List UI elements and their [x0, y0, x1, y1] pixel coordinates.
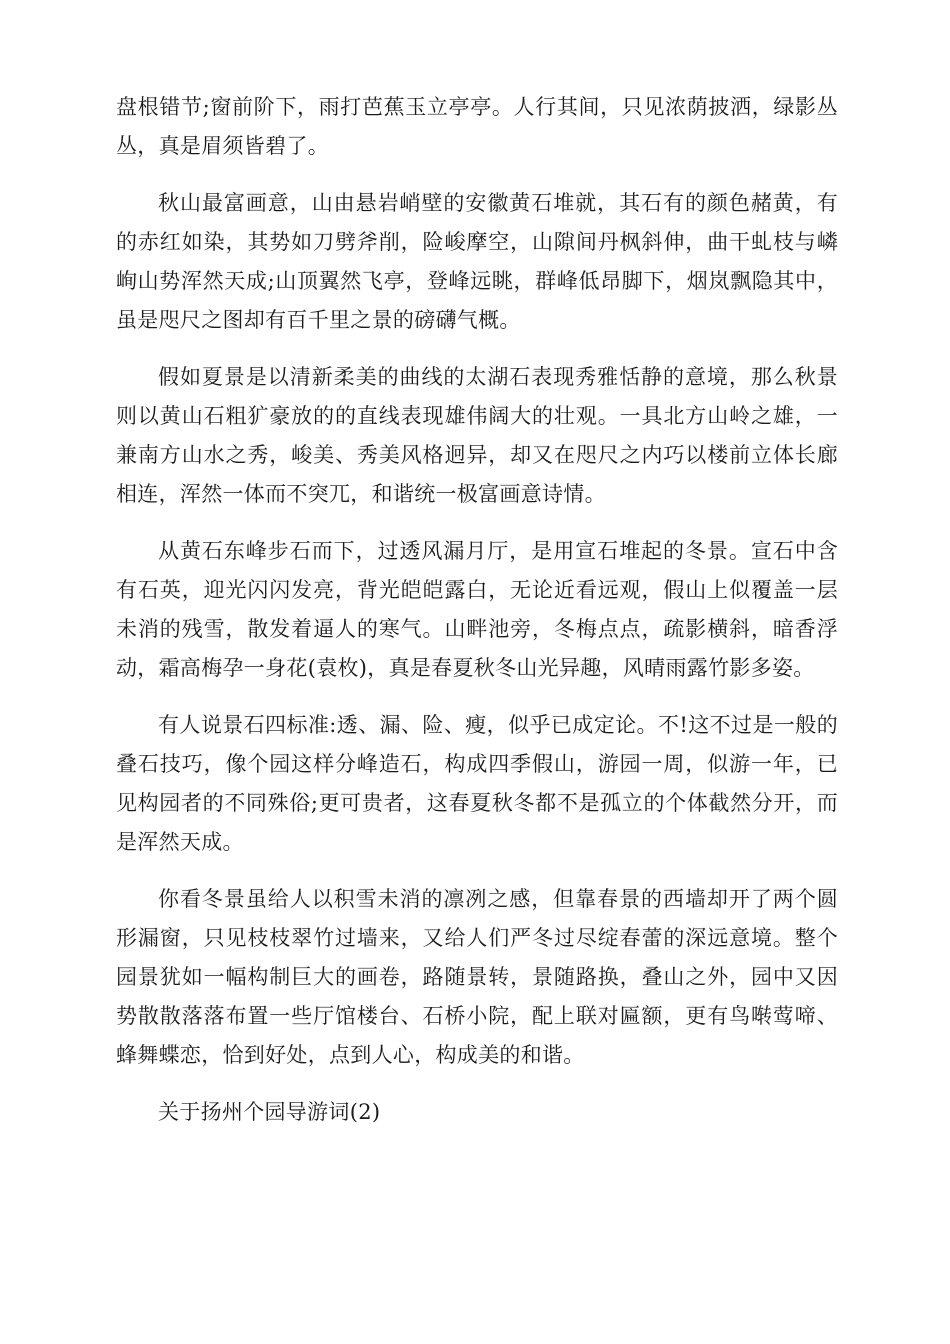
section-heading-part-2: 关于扬州个园导游词(2): [158, 1100, 381, 1124]
paragraph-winter-scene: 从黄石东峰步石而下，过透风漏月厅，是用宣石堆起的冬景。宣石中含有石英，迎光闪闪发亮，背光皑皑露白，无论近看远观，假山上似覆盖一层未消的残雪，散发着逼人的寒气。山畔池旁，冬梅点点，疏影横斜，暗香浮动，霜高梅孕一身花(袁枚)，真是春夏秋冬山光异趣，风晴雨露竹影多姿。: [116, 539, 838, 680]
paragraph-autumn-hill: 秋山最富画意，山由悬岩峭壁的安徽黄石堆就，其石有的颜色赭黄，有的赤红如染，其势如刀劈斧削，险峻摩空，山隙间丹枫斜伸，曲干虬枝与嶙峋山势浑然天成;山顶翼然飞亭，登峰远眺，群峰低昂脚下，烟岚飘隐其中，虽是咫尺之图却有百千里之景的磅礴气概。: [116, 191, 838, 332]
paragraph-summer-ending: 盘根错节;窗前阶下，雨打芭蕉玉立亭亭。人行其间，只见浓荫披洒，绿影丛丛，真是眉须皆碧了。: [116, 95, 838, 158]
document-body: [116, 88, 838, 1150]
paragraph-harmony: 你看冬景虽给人以积雪未消的凛冽之感，但靠春景的西墙却开了两个圆形漏窗，只见枝枝翠竹过墙来，又给人们严冬过尽绽春蕾的深远意境。整个园景犹如一幅构制巨大的画卷，路随景转，景随路换，叠山之外，园中又因势散散落落布置一些厅馆楼台、石桥小院，配上联对匾额，更有鸟啭莺啼、蜂舞蝶恋，恰到好处，点到人心，构成美的和谐。: [116, 887, 838, 1067]
paragraph-summer-autumn-contrast: 假如夏景是以清新柔美的曲线的太湖石表现秀雅恬静的意境，那么秋景则以黄山石粗犷豪放的的直线表现雄伟阔大的壮观。一具北方山岭之雄，一兼南方山水之秀，峻美、秀美风格迥异，却又在咫尺之内巧以楼前立体长廊相连，浑然一体而不突兀，和谐统一极富画意诗情。: [116, 365, 838, 506]
paragraph-rock-standards: 有人说景石四标准:透、漏、险、瘦，似乎已成定论。不!这不过是一般的叠石技巧，像个园这样分峰造石，构成四季假山，游园一周，似游一年，已见构园者的不同殊俗;更可贵者，这春夏秋冬都不是孤立的个体截然分开，而是浑然天成。: [116, 713, 838, 854]
